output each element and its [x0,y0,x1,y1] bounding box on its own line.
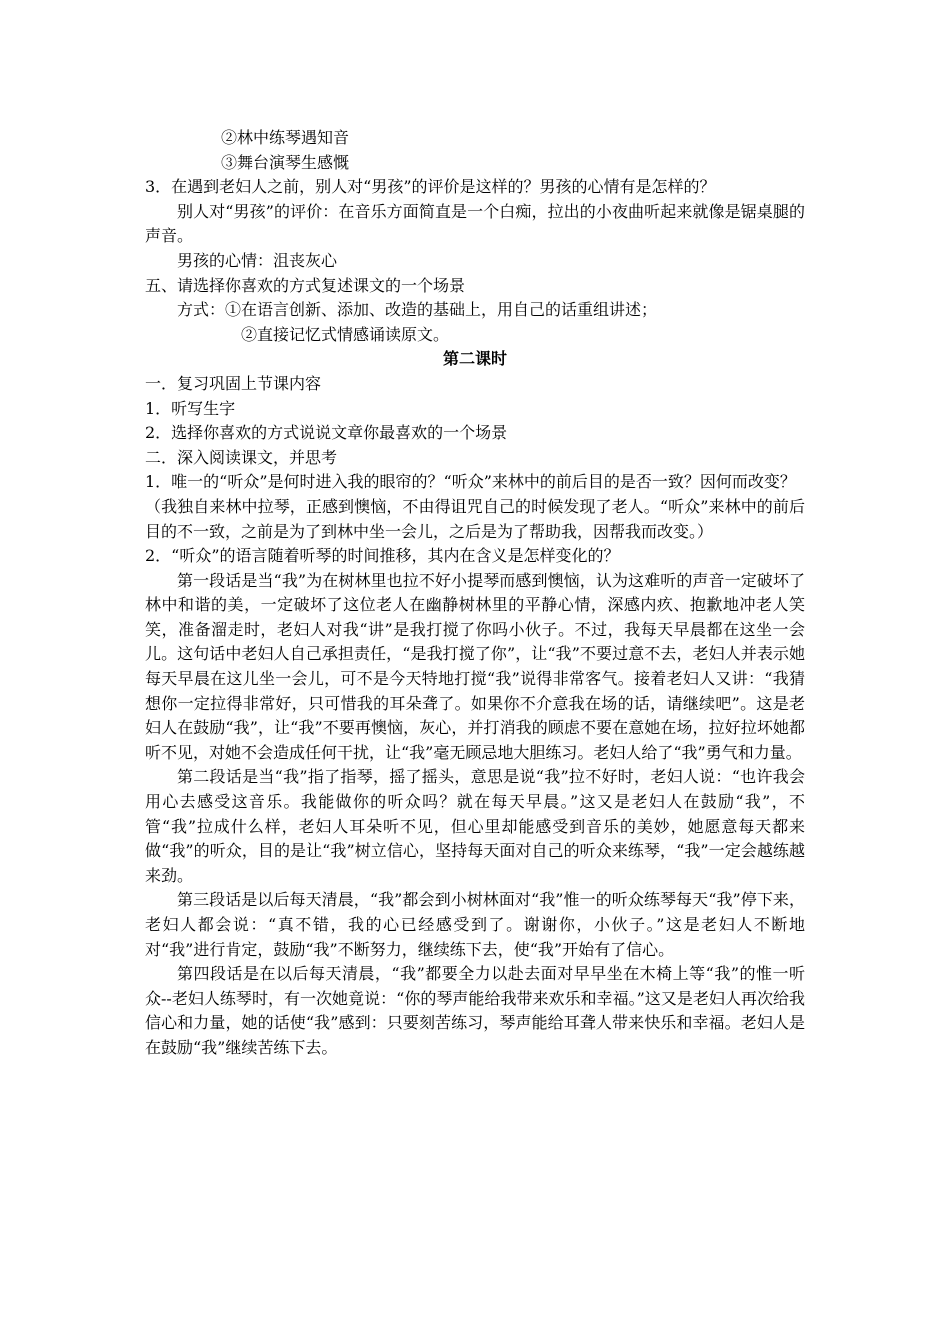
outline-item-2: ②林中练琴遇知音 [221,128,350,147]
analysis-paragraph-2: 第二段话是当“我”指了指琴，摇了摇头，意思是说“我”拉不好时，老妇人说：“也许我会用心去感受这音乐。我能做你的听众吗？就在每天早晨。”这又是老妇人在鼓励“我”，不管“我”拉成什么样，老妇人耳朵听不见，但心里却能感受到音乐的美妙，她愿意每天都来做“我”的听众，目的是让“我”树立信心，坚持每天面对自己的听众来练琴，“我”一定会越练越来劲。 [145,767,805,885]
review-heading: 一．复习巩固上节课内容 [145,373,322,393]
document-page [145,126,805,1061]
section-5-method-1: 方式：①在语言创新、添加、改造的基础上，用自己的话重组讲述； [177,300,658,320]
reading-question-1: 1．唯一的“听众”是何时进入我的眼帘的？“听众”来林中的前后目的是否一致？因何而改变？ [145,472,796,492]
analysis-paragraph-1: 第一段话是当“我”为在树林里也拉不好小提琴而感到懊恼，认为这难听的声音一定破坏了林中和谐的美，一定破坏了这位老人在幽静树林里的平静心情，深感内疚、抱歉地冲老人笑笑，准备溜走时，老妇人对我“讲”是我打搅了你吗小伙子。不过，我每天早晨都在这坐一会儿。这句话中老妇人自己承担责任，“是我打搅了你”，让“我”不要过意不去，老妇人并表示她每天早晨在这儿坐一会儿，可不是今天特地打搅“我”说得非常客气。接着老妇人又讲：“我猜想你一定拉得非常好，只可惜我的耳朵聋了。如果你不介意我在场的话，请继续吧”。这是老妇人在鼓励“我”，让“我”不要再懊恼，灰心，并打消我的顾虑不要在意她在场，拉好拉坏她都听不见，对她不会造成任何干扰，让“我”毫无顾忌地大胆练习。老妇人给了“我”勇气和力量。 [145,570,805,762]
lesson-2-title: 第二课时 [442,349,507,369]
analysis-paragraph-3: 第三段话是以后每天清晨，“我”都会到小树林面对“我”惟一的听众练琴每天“我”停下来，老妇人都会说：“真不错，我的心已经感受到了。谢谢你，小伙子。”这是老妇人不断地对“我”进行肯定，鼓励“我”不断努力，继续练下去，使“我”开始有了信心。 [145,890,805,959]
review-item-1: 1．听写生字 [145,398,236,418]
analysis-paragraph-4: 第四段话是在以后每天清晨，“我”都要全力以赴去面对早早坐在木椅上等“我”的惟一听众--老妇人练琴时，有一次她竟说：“你的琴声能给我带来欢乐和幸福。”这又是老妇人再次给我信心和力量，她的话使“我”感到：只要刻苦练习，琴声能给耳聋人带来快乐和幸福。老妇人是在鼓励“我”继续苦练下去。 [145,964,805,1057]
section-5-heading: 五、请选择你喜欢的方式复述课文的一个场景 [145,275,466,295]
reading-heading: 二．深入阅读课文，并思考 [145,447,338,467]
reading-question-2: 2．“听众”的语言随着听琴的时间推移，其内在含义是怎样变化的？ [145,546,620,566]
reading-answer-1: （我独自来林中拉琴，正感到懊恼，不由得诅咒自己的时候发现了老人。“听众”来林中的前后目的不一致，之前是为了到林中坐一会儿，之后是为了帮助我，因帮我而改变。） [145,496,805,541]
question-3: 3．在遇到老妇人之前，别人对“男孩”的评价是这样的？男孩的心情有是怎样的？ [145,177,716,197]
question-3-answer-evaluation: 别人对“男孩”的评价：在音乐方面简直是一个白痴，拉出的小夜曲听起来就像是锯桌腿的声音。 [145,201,805,246]
question-3-answer-mood: 男孩的心情：沮丧灰心 [177,250,338,270]
review-item-2: 2．选择你喜欢的方式说说文章你最喜欢的一个场景 [145,423,508,443]
section-5-method-2: ②直接记忆式情感诵读原文。 [241,324,450,344]
analysis-paragraphs [145,569,805,1061]
outline-item-3: ③舞台演琴生感慨 [221,152,350,172]
